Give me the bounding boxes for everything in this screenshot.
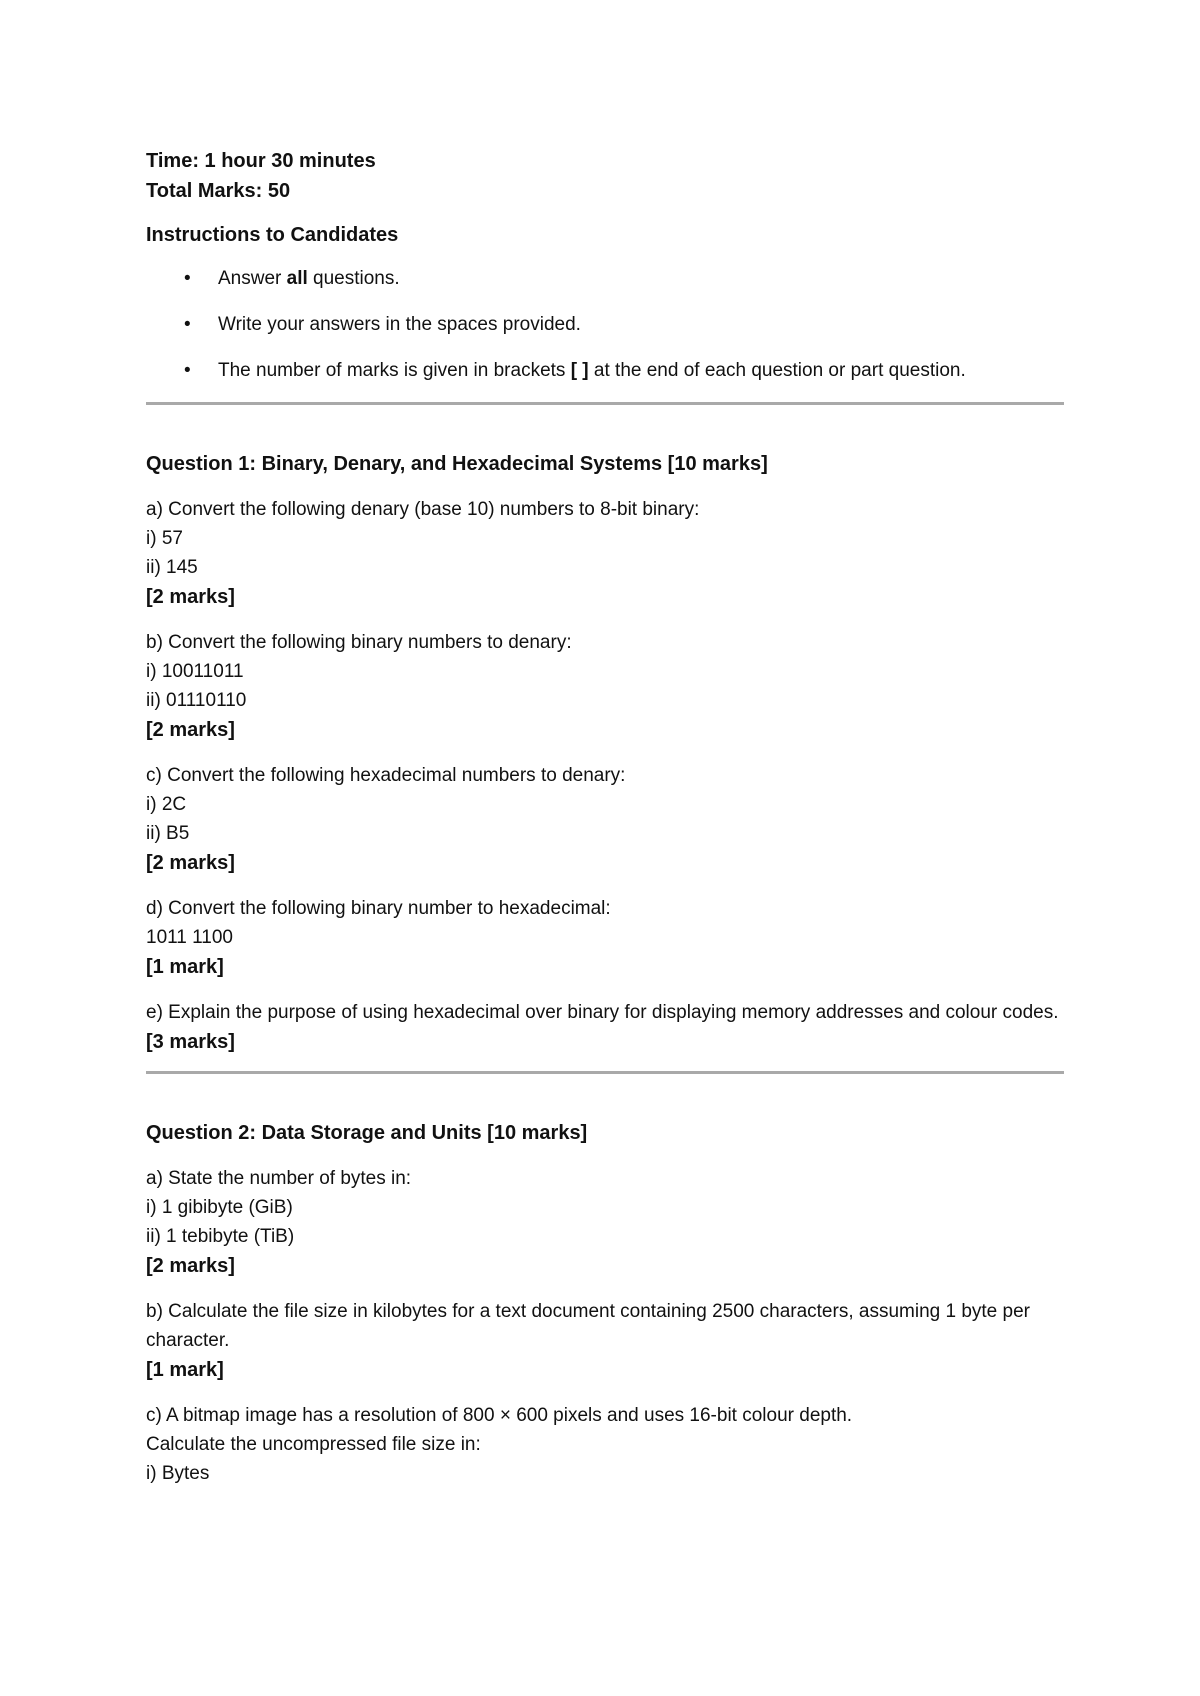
instructions-title: Instructions to Candidates bbox=[146, 224, 399, 246]
bullet-icon: • bbox=[184, 360, 191, 381]
bullet-icon: • bbox=[184, 268, 191, 289]
exam-time: Time: 1 hour 30 minutes bbox=[146, 150, 376, 172]
question-1-part-e: e) Explain the purpose of using hexadecimal over binary for displaying memory addresses and colour codes. [3 marks] bbox=[146, 998, 1066, 1057]
marks-label: [3 marks] bbox=[146, 1031, 235, 1053]
question-2-title: Question 2: Data Storage and Units [10 marks] bbox=[146, 1122, 588, 1144]
exam-page bbox=[146, 146, 1066, 1488]
question-2-part-c: c) A bitmap image has a resolution of 800 × 600 pixels and uses 16-bit colour depth. Calculate the uncompressed file size in: i) Bytes bbox=[146, 1405, 853, 1484]
question-2-part-b: b) Calculate the file size in kilobytes for a text document containing 2500 characters, assuming 1 byte per character. [1 mark] bbox=[146, 1297, 1066, 1385]
marks-label: [2 marks] bbox=[146, 719, 235, 741]
instructions-list bbox=[146, 264, 1066, 385]
section-divider bbox=[146, 1071, 1064, 1074]
marks-label: [2 marks] bbox=[146, 586, 235, 608]
question-1-part-a: a) Convert the following denary (base 10) numbers to 8-bit binary: i) 57 ii) 145 [2 marks] bbox=[146, 495, 1066, 612]
question-1-part-b: b) Convert the following binary numbers to denary: i) 10011011 ii) 01110110 [2 marks] bbox=[146, 628, 1066, 745]
marks-label: [2 marks] bbox=[146, 1255, 235, 1277]
instruction-item: • Write your answers in the spaces provided. bbox=[184, 310, 1066, 339]
question-1-part-c: c) Convert the following hexadecimal numbers to denary: i) 2C ii) B5 [2 marks] bbox=[146, 761, 1066, 878]
instruction-item: • Answer all questions. bbox=[184, 264, 1066, 293]
exam-total-marks: Total Marks: 50 bbox=[146, 180, 291, 202]
marks-label: [1 mark] bbox=[146, 956, 224, 978]
section-divider bbox=[146, 402, 1064, 405]
instruction-item: • The number of marks is given in brackets [ ] at the end of each question or part question. bbox=[184, 356, 1066, 385]
marks-label: [1 mark] bbox=[146, 1359, 224, 1381]
question-2-part-a: a) State the number of bytes in: i) 1 gibibyte (GiB) ii) 1 tebibyte (TiB) [2 marks] bbox=[146, 1164, 1066, 1281]
bullet-icon: • bbox=[184, 314, 191, 335]
question-1-title: Question 1: Binary, Denary, and Hexadecimal Systems [10 marks] bbox=[146, 453, 768, 475]
question-1-part-d: d) Convert the following binary number to hexadecimal: 1011 1100 [1 mark] bbox=[146, 894, 1066, 982]
marks-label: [2 marks] bbox=[146, 852, 235, 874]
